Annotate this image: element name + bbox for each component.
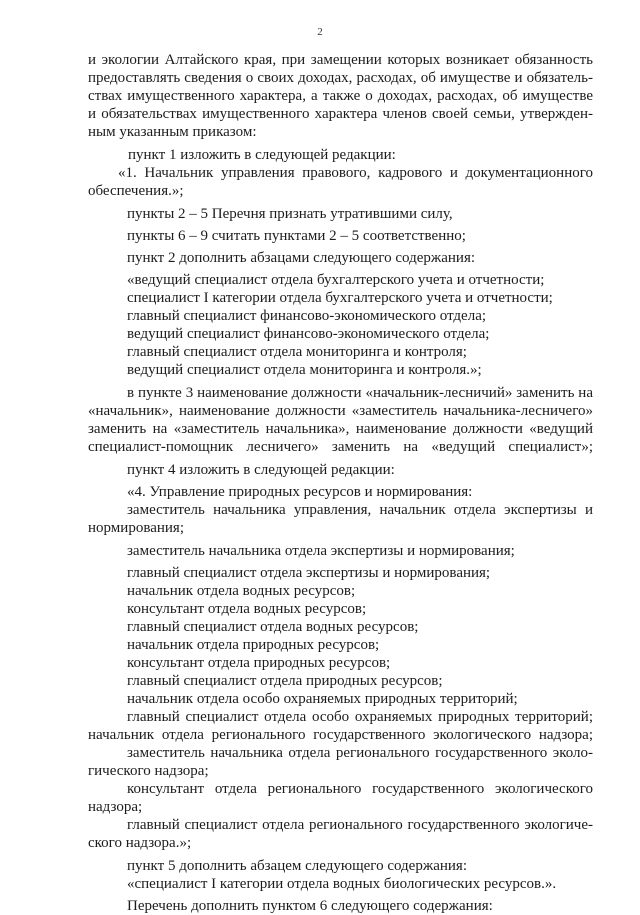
text-line: главный специалист отдела особо охраняемых природных территорий; — [127, 709, 593, 725]
text-line: Перечень дополнить пунктом 6 следующего содержания: — [127, 898, 493, 914]
text-line: гического надзора; — [88, 763, 209, 779]
text-line: главный специалист отдела мониторинга и контроля; — [127, 344, 467, 360]
text-line: ведущий специалист отдела мониторинга и контроля.»; — [127, 362, 482, 378]
text-line: пункты 2 – 5 Перечня признать утратившими силу, — [127, 206, 453, 222]
text-line: пункт 2 дополнить абзацами следующего содержания: — [127, 250, 476, 266]
text-line: «1. Начальник управления правового, кадрового и документационного — [118, 165, 593, 181]
text-line: специалист I категории отдела бухгалтерского учета и отчетности; — [127, 290, 553, 306]
text-line: «специалист I категории отдела водных биологических ресурсов.». — [127, 876, 557, 892]
text-line: главный специалист отдела природных ресурсов; — [127, 673, 443, 689]
text-line: начальник отдела особо охраняемых природных территорий; — [127, 691, 518, 707]
text-line: главный специалист отдела экспертизы и нормирования; — [127, 565, 491, 581]
text-line: «4. Управление природных ресурсов и нормирования: — [127, 484, 473, 500]
text-line: ствах имущественного характера, а также о доходах, расходах, об имуществе — [88, 88, 593, 104]
text-line: начальник отдела природных ресурсов; — [127, 637, 380, 653]
text-line: заместитель начальника управления, начальник отдела экспертизы и — [127, 502, 593, 518]
text-line: консультант отдела водных ресурсов; — [127, 601, 367, 617]
text-line: консультант отдела регионального государственного экологического — [127, 781, 593, 797]
text-line: «начальник», наименование должности «заместитель начальника-лесничего» — [88, 403, 593, 419]
text-line: пункт 1 изложить в следующей редакции: — [128, 147, 396, 163]
text-line: «ведущий специалист отдела бухгалтерского учета и отчетности; — [127, 272, 545, 288]
text-line: пункт 5 дополнить абзацем следующего содержания: — [127, 858, 467, 874]
text-line: начальник отдела регионального государственного экологического надзора; — [88, 727, 593, 743]
text-line: обеспечения.»; — [88, 183, 184, 199]
text-line: главный специалист отдела водных ресурсов; — [127, 619, 419, 635]
text-line: заместитель начальника отдела регионального государственного эколо- — [127, 745, 593, 761]
text-line: заменить на «заместитель начальника», наименование должности «ведущий — [88, 421, 593, 437]
text-line: нормирования; — [88, 520, 184, 536]
text-line: в пункте 3 наименование должности «начальник-лесничий» заменить на — [127, 385, 593, 401]
text-line: главный специалист финансово-экономического отдела; — [127, 308, 487, 324]
text-line: начальник отдела водных ресурсов; — [127, 583, 356, 599]
text-line: специалист-помощник лесничего» заменить на «ведущий специалист»; — [88, 439, 593, 455]
text-line: ского надзора.»; — [88, 835, 192, 851]
text-line: и экологии Алтайского края, при замещении которых возникает обязанность — [88, 52, 593, 68]
text-line: главный специалист отдела регионального государственного экологиче- — [127, 817, 593, 833]
text-line: предоставлять сведения о своих доходах, расходах, об имуществе и обязатель- — [88, 70, 593, 86]
text-line: и обязательствах имущественного характера членов своей семьи, утвержден- — [88, 106, 593, 122]
text-line: консультант отдела природных ресурсов; — [127, 655, 391, 671]
page-number: 2 — [317, 26, 323, 38]
text-line: ведущий специалист финансово-экономического отдела; — [127, 326, 490, 342]
text-line: заместитель начальника отдела экспертизы и нормирования; — [127, 543, 515, 559]
text-line: пункты 6 – 9 считать пунктами 2 – 5 соответственно; — [127, 228, 466, 244]
text-line: надзора; — [88, 799, 143, 815]
text-line: ным указанным приказом: — [88, 124, 257, 140]
text-line: пункт 4 изложить в следующей редакции: — [127, 462, 395, 478]
